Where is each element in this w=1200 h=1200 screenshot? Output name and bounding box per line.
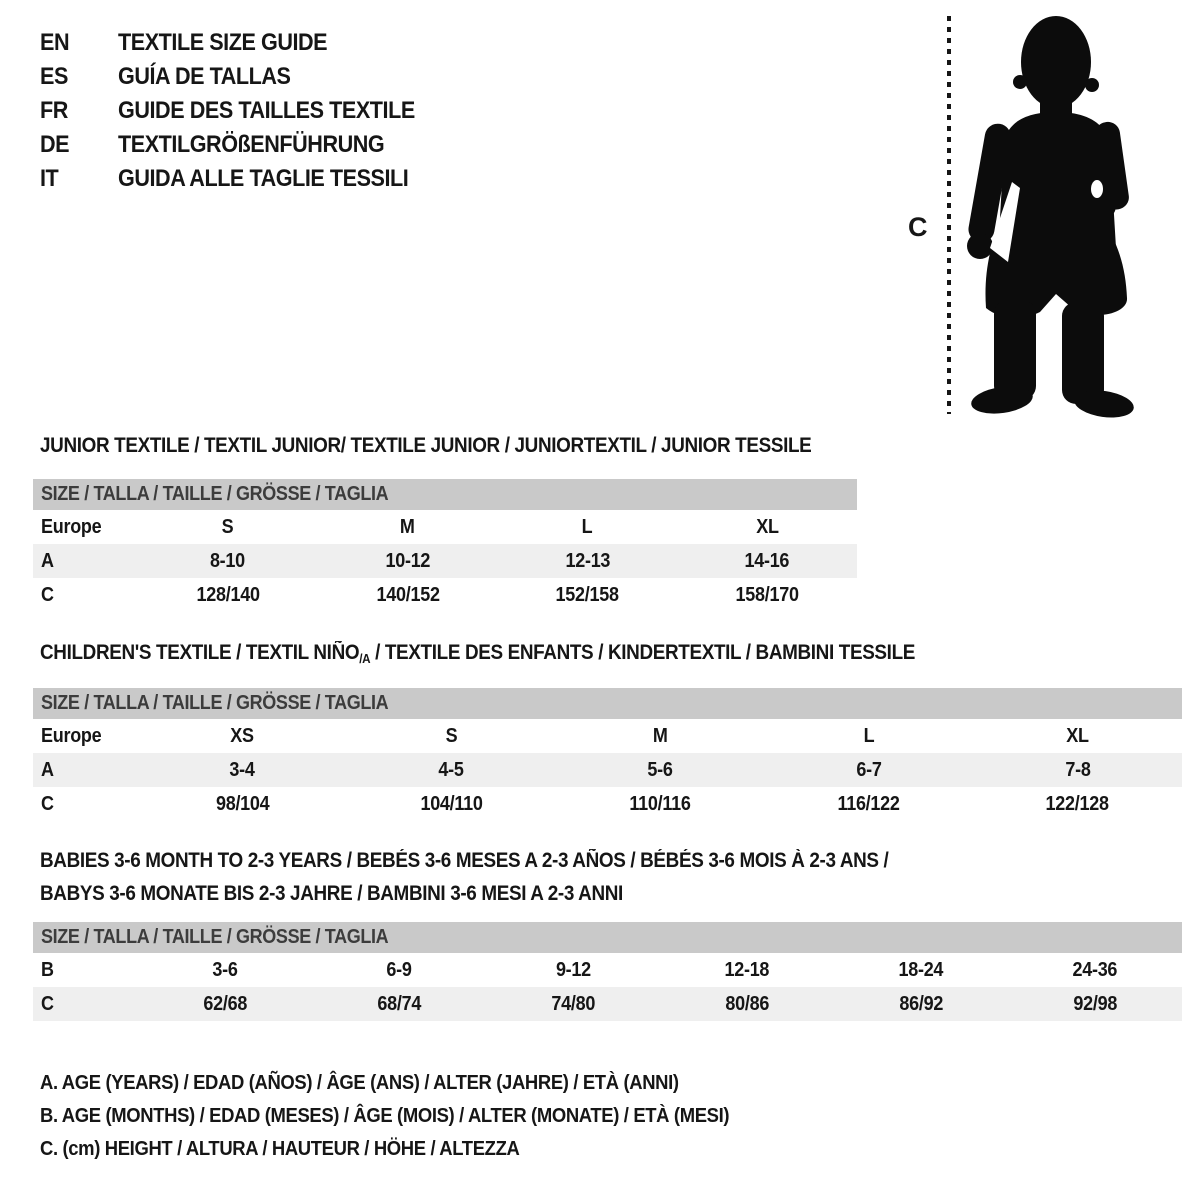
size-cell: S — [445, 724, 458, 747]
row-label: B — [41, 958, 54, 981]
lang-row-de — [40, 128, 448, 162]
height-cell: 92/98 — [1073, 992, 1117, 1015]
age-cell: 24-36 — [1072, 958, 1118, 981]
height-cell: 122/128 — [1045, 792, 1110, 815]
lang-row-en — [40, 26, 448, 60]
age-cell: 6-7 — [856, 758, 882, 781]
size-header-bar: SIZE / TALLA / TAILLE / GRÖSSE / TAGLIA — [33, 922, 1182, 953]
age-cell: 4-5 — [438, 758, 464, 781]
row-label: C — [41, 992, 54, 1015]
height-cell: 116/122 — [837, 792, 900, 815]
lang-label: GUIDE DES TAILLES TEXTILE — [118, 97, 415, 124]
lang-label: TEXTILGRÖßENFÜHRUNG — [118, 131, 385, 158]
size-cell: L — [582, 515, 593, 538]
height-cell: 74/80 — [551, 992, 595, 1015]
size-header-bar: SIZE / TALLA / TAILLE / GRÖSSE / TAGLIA — [33, 688, 1182, 719]
age-cell: 12-13 — [565, 549, 610, 572]
age-cell: 14-16 — [744, 549, 790, 572]
language-list — [40, 26, 448, 196]
lang-code: FR — [40, 97, 68, 124]
table-row-age-years — [33, 544, 857, 578]
size-header-bar: SIZE / TALLA / TAILLE / GRÖSSE / TAGLIA — [33, 479, 857, 510]
table-row-age-months — [33, 953, 1182, 987]
age-cell: 6-9 — [386, 958, 412, 981]
age-cell: 18-24 — [898, 958, 944, 981]
row-label: A — [41, 758, 54, 781]
size-cell: XL — [755, 515, 779, 538]
age-cell: 9-12 — [555, 958, 591, 981]
lang-label: GUIDA ALLE TAGLIE TESSILI — [118, 165, 409, 192]
row-label: A — [41, 549, 54, 572]
nino-a-subscript: /A — [359, 651, 371, 666]
height-cell: 68/74 — [377, 992, 421, 1015]
size-cell: L — [863, 724, 875, 747]
row-label: Europe — [41, 515, 102, 538]
age-cell: 12-18 — [724, 958, 770, 981]
lang-row-es — [40, 60, 448, 94]
lang-code: DE — [40, 131, 70, 158]
row-label: C — [41, 792, 54, 815]
table-row-age-years — [33, 753, 1182, 787]
babies-size-table — [33, 922, 1182, 1021]
lang-row-it — [40, 162, 448, 196]
height-cell: 140/152 — [376, 583, 440, 606]
table-row-europe — [33, 719, 1182, 753]
legend — [40, 1066, 806, 1165]
table-row-height-cm — [33, 787, 1182, 821]
size-cell: XL — [1066, 724, 1089, 747]
height-marker-label: C — [908, 212, 928, 242]
lang-code: EN — [40, 29, 70, 56]
height-cell: 104/110 — [420, 792, 483, 815]
table-row-height-cm — [33, 578, 857, 612]
legend-line-age-years: A. AGE (YEARS) / EDAD (AÑOS) / ÂGE (ANS) / ALTER (JAHRE) / ETÀ (ANNI) — [40, 1071, 679, 1094]
babies-section-title: BABIES 3-6 MONTH TO 2-3 YEARS / BEBÉS 3-6 MESES A 2-3 AÑOS / BÉBÉS 3-6 MOIS À 2-3 ANS / BABYS 3-6 MONATE BIS 2-3 JAHRE / BAMBINI 3-6 MESI A 2-3 ANNI — [40, 849, 889, 905]
height-cell: 128/140 — [196, 583, 260, 606]
height-cell: 98/104 — [215, 792, 270, 815]
age-cell: 8-10 — [210, 549, 246, 572]
row-label: C — [41, 583, 54, 606]
size-cell: XS — [230, 724, 255, 747]
age-cell: 3-6 — [212, 958, 238, 981]
lang-code: IT — [40, 165, 59, 192]
height-cell: 158/170 — [735, 583, 799, 606]
age-cell: 3-4 — [229, 758, 256, 781]
table-row-height-cm — [33, 987, 1182, 1021]
junior-section-title: JUNIOR TEXTILE / TEXTIL JUNIOR/ TEXTILE JUNIOR / JUNIORTEXTIL / JUNIOR TESSILE — [40, 434, 812, 457]
lang-label: GUÍA DE TALLAS — [118, 63, 291, 90]
lang-label: TEXTILE SIZE GUIDE — [118, 29, 328, 56]
height-cell: 110/116 — [629, 792, 691, 815]
legend-line-height-cm: C. (cm) HEIGHT / ALTURA / HAUTEUR / HÖHE / ALTEZZA — [40, 1137, 520, 1160]
lang-row-fr — [40, 94, 448, 128]
row-label: Europe — [41, 724, 102, 747]
children-section-title: CHILDREN'S TEXTILE / TEXTIL $NIÑO_{/A}$ / TEXTILE DES ENFANTS / KINDERTEXTIL / BAMBINI TESSILE — [40, 641, 916, 666]
size-cell: M — [652, 724, 668, 747]
height-marker-dotted-line — [947, 16, 951, 414]
baby-silhouette-icon — [960, 12, 1140, 418]
height-cell: 62/68 — [203, 992, 247, 1015]
size-cell: M — [400, 515, 415, 538]
height-cell: 86/92 — [899, 992, 943, 1015]
height-cell: 80/86 — [725, 992, 769, 1015]
table-row-europe — [33, 510, 857, 544]
age-cell: 10-12 — [385, 549, 430, 572]
junior-size-table — [33, 479, 857, 612]
height-cell: 152/158 — [555, 583, 619, 606]
lang-code: ES — [40, 63, 68, 90]
age-cell: 5-6 — [647, 758, 673, 781]
age-cell: 7-8 — [1064, 758, 1091, 781]
size-cell: S — [221, 515, 234, 538]
legend-line-age-months: B. AGE (MONTHS) / EDAD (MESES) / ÂGE (MOIS) / ALTER (MONATE) / ETÀ (MESI) — [40, 1104, 730, 1127]
children-size-table — [33, 688, 1182, 821]
